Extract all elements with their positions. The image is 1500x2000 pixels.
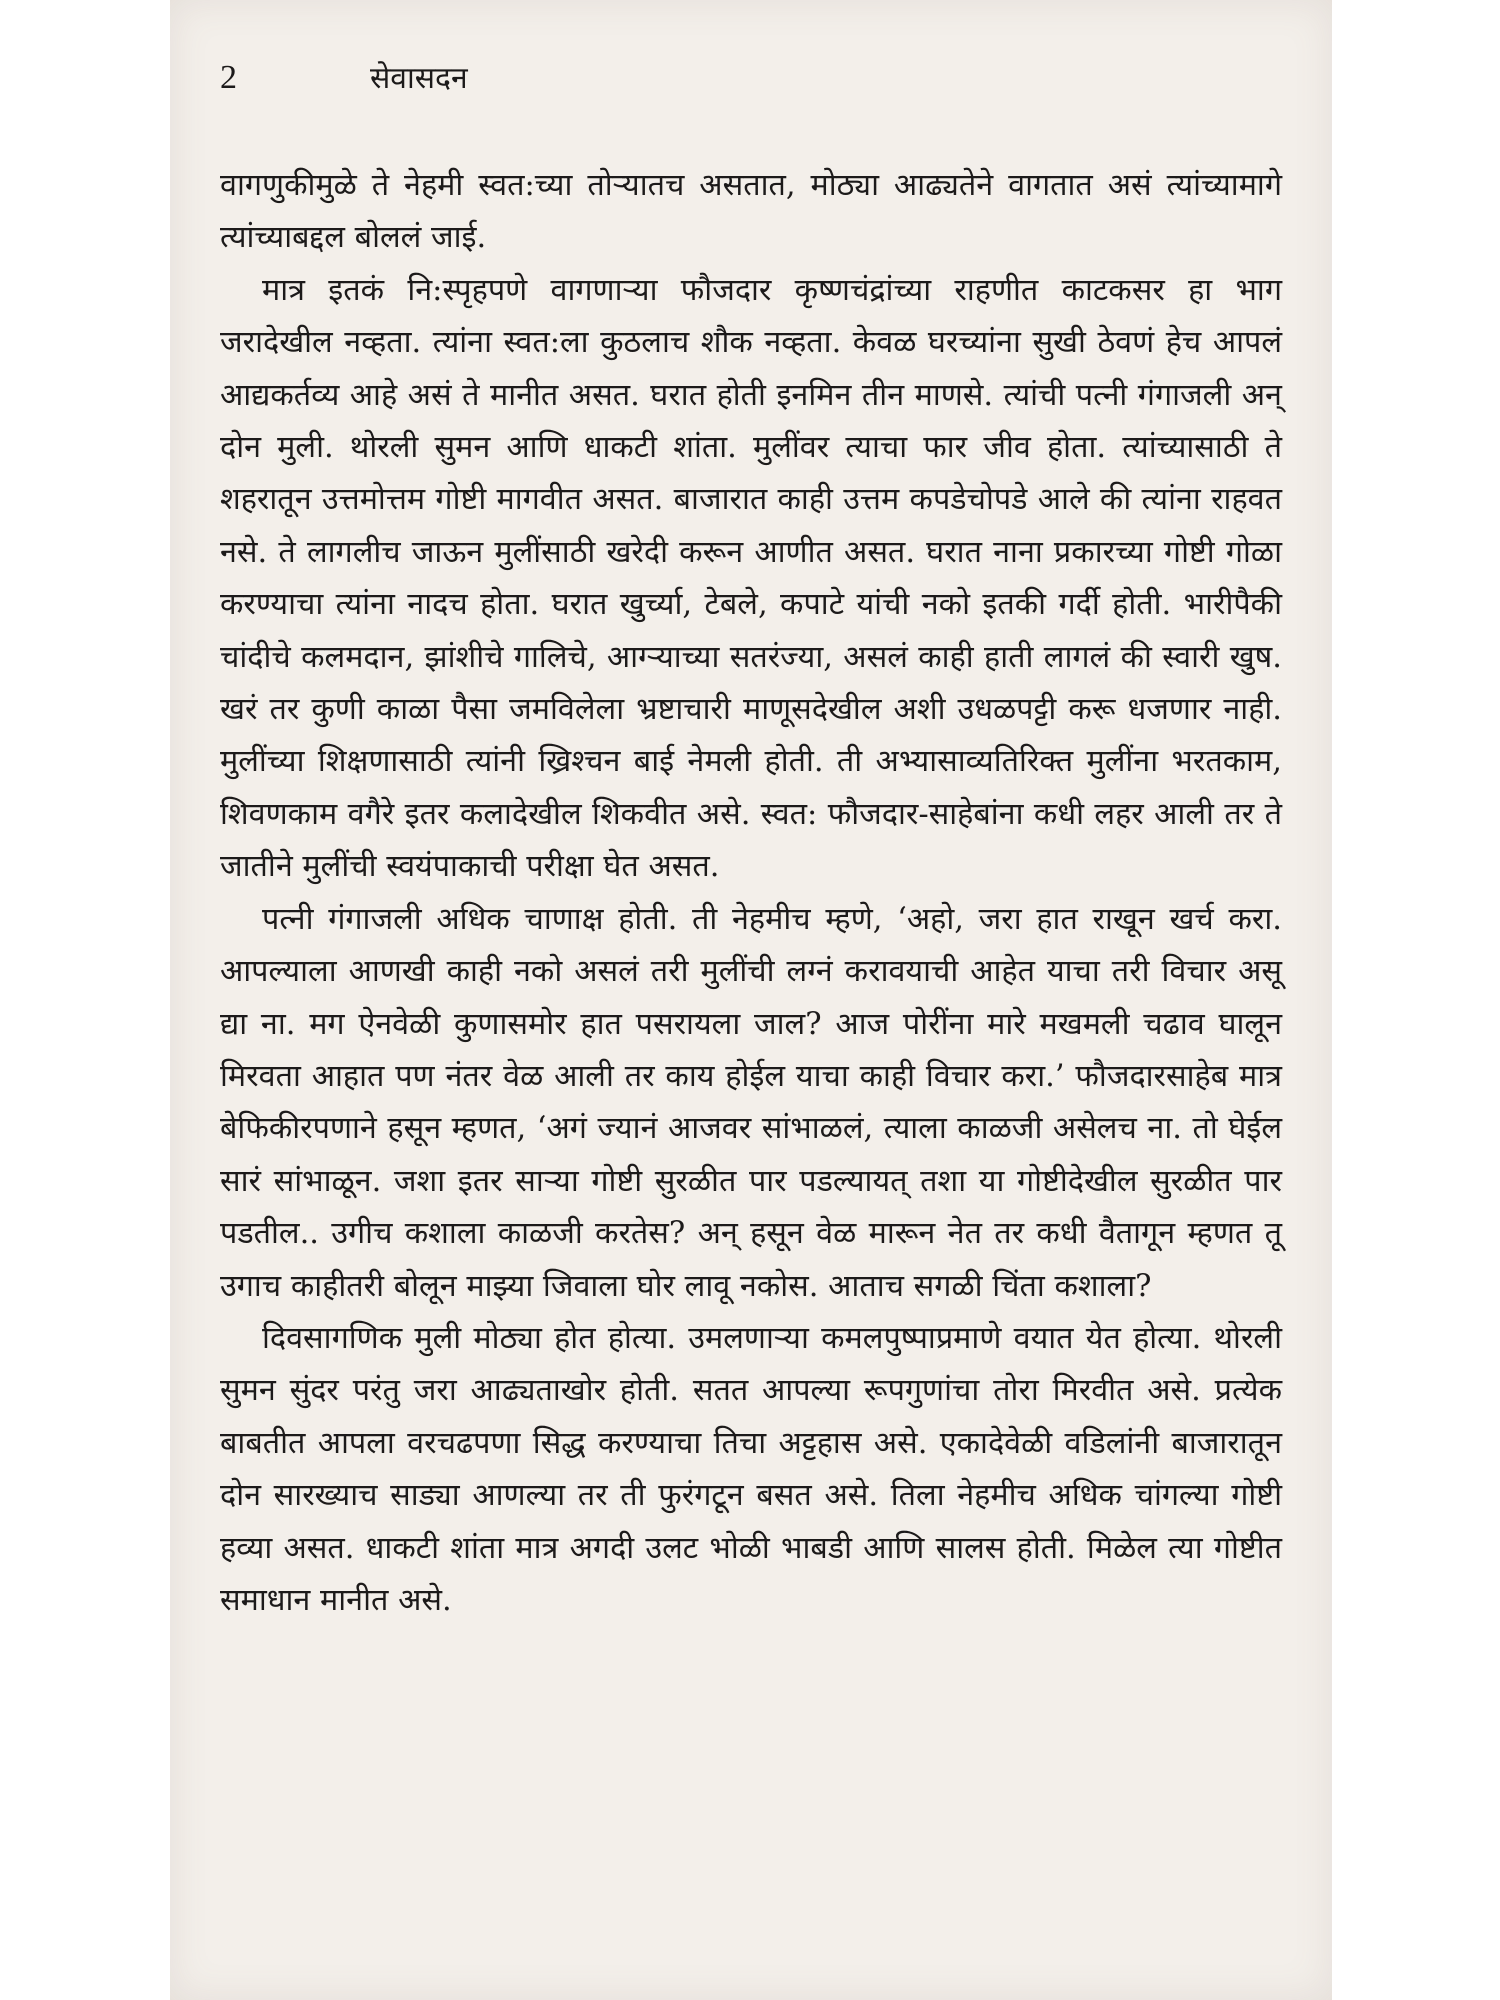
paragraph-3: पत्नी गंगाजली अधिक चाणाक्ष होती. ती नेहमीच म्हणे, ‘अहो, जरा हात राखून खर्च करा. आपल्याला आणखी काही नको असलं तरी मुलींची लग्नं करावयाची आहेत याचा तरी विचार असू द्या ना. मग ऐनवेळी कुणासमोर हात पसरायला जाल? आज पोरींना मारे मखमली चढाव घालून मिरवता आहात पण नंतर वेळ आली तर काय होईल याचा काही विचार करा.’ फौजदारसाहेब मात्र बेफिकीरपणाने हसून म्हणत, ‘अगं ज्यानं आजवर सांभाळलं, त्याला काळजी असेलच ना. तो घेईल सारं सांभाळून. जशा इतर साऱ्या गोष्टी सुरळीत पार पडल्यायत् तशा या गोष्टीदेखील सुरळीत पार पडतील.. उगीच कशाला काळजी करतेस? अन् हसून वेळ मारून नेत तर कधी वैतागून म्हणत तू उगाच काहीतरी बोलून माझ्या जिवाला घोर लावू नकोस. आताच सगळी चिंता कशाला? <box>220 901 1282 1304</box>
paragraph-4: दिवसागणिक मुली मोठ्या होत होत्या. उमलणाऱ्या कमलपुष्पाप्रमाणे वयात येत होत्या. थोरली सुमन सुंदर परंतु जरा आढ्यताखोर होती. सतत आपल्या रूपगुणांचा तोरा मिरवीत असे. प्रत्येक बाबतीत आपला वरचढपणा सिद्ध करण्याचा तिचा अट्टहास असे. एकादेवेळी वडिलांनी बाजारातून दोन सारख्याच साड्या आणल्या तर ती फुरंगटून बसत असे. तिला नेहमीच अधिक चांगल्या गोष्टी हव्या असत. धाकटी शांता मात्र अगदी उलट भोळी भाबडी आणि सालस होती. मिळेल त्या गोष्टीत समाधान मानीत असे. <box>220 1320 1282 1618</box>
paragraph-1: वागणुकीमुळे ते नेहमी स्वत:च्या तोऱ्यातच असतात, मोठ्या आढ्यतेने वागतात असं त्यांच्यामागे त्यांच्याबद्दल बोललं जाई. <box>220 168 1282 256</box>
page-header <box>220 56 468 100</box>
body-text <box>220 160 1282 1627</box>
book-page <box>170 0 1332 2000</box>
page-number: 2 <box>220 59 237 96</box>
paragraph-2: मात्र इतकं नि:स्पृहपणे वागणाऱ्या फौजदार कृष्णचंद्रांच्या राहणीत काटकसर हा भाग जरादेखील नव्हता. त्यांना स्वत:ला कुठलाच शौक नव्हता. केवळ घरच्यांना सुखी ठेवणं हेच आपलं आद्यकर्तव्य आहे असं ते मानीत असत. घरात होती इनमिन तीन माणसे. त्यांची पत्नी गंगाजली अन् दोन मुली. थोरली सुमन आणि धाकटी शांता. मुलींवर त्याचा फार जीव होता. त्यांच्यासाठी ते शहरातून उत्तमोत्तम गोष्टी मागवीत असत. बाजारात काही उत्तम कपडेचोपडे आले की त्यांना राहवत नसे. ते लागलीच जाऊन मुलींसाठी खरेदी करून आणीत असत. घरात नाना प्रकारच्या गोष्टी गोळा करण्याचा त्यांना नादच होता. घरात खुर्च्या, टेबले, कपाटे यांची नको इतकी गर्दी होती. भारीपैकी चांदीचे कलमदान, झांशीचे गालिचे, आग्ऱ्याच्या सतरंज्या, असलं काही हाती लागलं की स्वारी खुष. खरं तर कुणी काळा पैसा जमविलेला भ्रष्टाचारी माणूसदेखील अशी उधळपट्टी करू धजणार नाही. मुलींच्या शिक्षणासाठी त्यांनी ख्रिश्चन बाई नेमली होती. ती अभ्यासाव्यतिरिक्त मुलींना भरतकाम, शिवणकाम वगैरे इतर कलादेखील शिकवीत असे. स्वत: फौजदार-साहेबांना कधी लहर आली तर ते जातीने मुलींची स्वयंपाकाची परीक्षा घेत असत. <box>220 272 1282 885</box>
running-title: सेवासदन <box>370 61 468 96</box>
